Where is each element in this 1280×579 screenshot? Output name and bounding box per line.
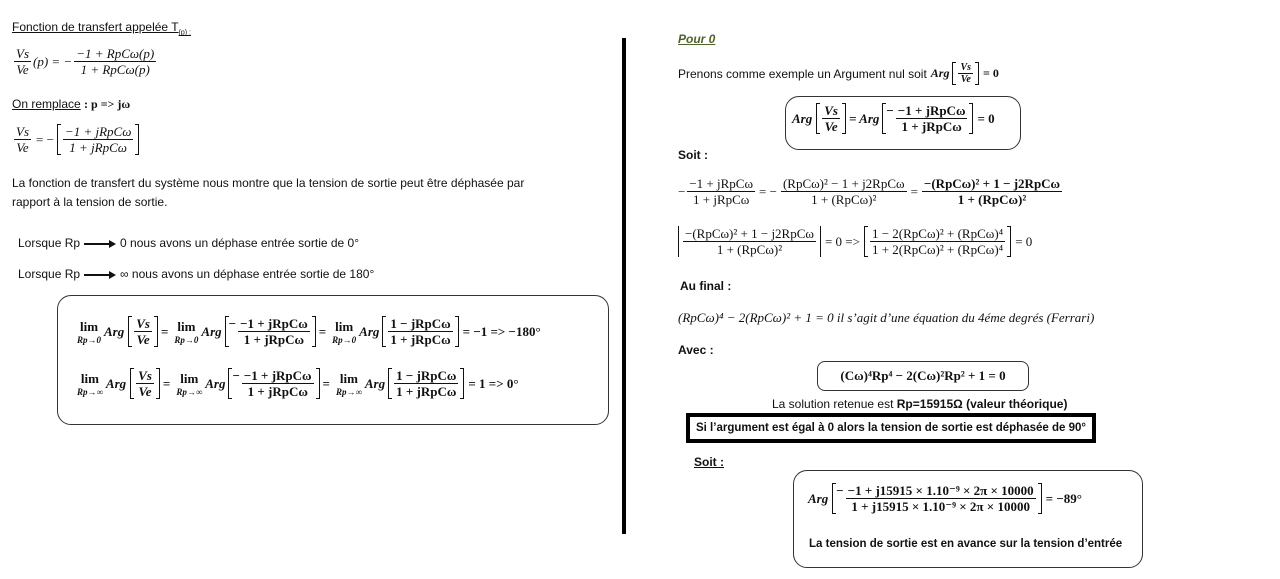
paragraph-line1: La fonction de transfert du système nous montre que la tension de sortie peut être déphasée par [12, 176, 525, 190]
final-label: Au final : [680, 279, 732, 293]
expansion-eq: − $\frac{\text{−1 + jRpCω}}{\text{1 + jRpCω}}$ = − $\frac{\text{(RpCω)² − 1 + j2RpCω}}{\text{1 + (RpCω)²}}$ = $\frac{\text{−(RpCω)² + 1 − j2RpCω}}{\text{1 + (RpCω)²}}$ [678, 176, 1061, 207]
left-title: Fonction de transfert appelée $T_{(p) :}$ [12, 20, 191, 37]
case-rp-zero: Lorsque Rp 0 nous avons un déphase entrée sortie de 0° [18, 236, 360, 250]
transfer-function-eq: $\frac{Vs}{Ve}$ (p) = − $\frac{\text{−1 + RpCω(p)}}{\text{1 + RpCω(p)}}$ [16, 46, 155, 77]
column-divider [622, 38, 626, 534]
argument-zero-box: Arg $\frac{Vs}{Ve}$ = Arg − $\frac{\text{−1 + jRpCω}}{\text{1 + jRpCω}}$ = 0 [785, 96, 1021, 150]
final-equation: (RpCω)⁴ − 2(RpCω)² + 1 = 0 il s’agit d’une équation du 4éme degrés (Ferrari) [678, 310, 1095, 325]
conclusion-text: La tension de sortie est en avance sur la tension d’entrée [809, 538, 1123, 550]
arrow-right-icon [84, 240, 116, 248]
paragraph-line2: rapport à la tension de sortie. [12, 195, 168, 209]
limit-rp-infinity: lim Rp→∞ Arg $\frac{Vs}{Ve}$ = lim Rp→∞ Arg − $\frac{\text{−1 + jRpCω}}{\text{1 + jRpCω}}$ = lim Rp→∞ Arg $\frac{\text{1 − jRpCω}}{\text{1 + jRpCω}}$ = 1 => 0° [77, 368, 519, 399]
case-rp-infinity: Lorsque Rp ∞ nous avons un déphase entrée sortie de 180° [18, 267, 375, 281]
numeric-application-box: Arg − $\frac{\text{−1 + j15915 × 1.10⁻⁹ × 2π × 10000}}{\text{1 + j15915 × 1.10⁻⁹ × 2π × 10000}}$ = −89° La tension de sortie est en avance sur la tension d’entrée [793, 470, 1143, 568]
avec-label: Avec : [678, 343, 714, 357]
section-heading: Pour 0 [678, 32, 716, 46]
replace-line: On remplace : p => jω [12, 97, 131, 111]
solution-line: La solution retenue est Rp=15915Ω (valeur théorique) [772, 397, 1068, 411]
limits-box [57, 295, 609, 425]
intro-line: Prenons comme exemple un Argument nul soit Arg $\frac{Vs}{Ve}$ = 0 [678, 62, 999, 85]
soit-label-1: Soit : [678, 148, 708, 162]
arrow-right-icon [84, 271, 116, 279]
modulus-eq: $\frac{\text{−(RpCω)² + 1 − j2RpCω}}{\text{1 + (RpCω)²}}$ = 0 => $\frac{\text{1 − 2(RpCω)² + (RpCω)⁴}}{\text{1 + 2(RpCω)² + (RpCω)⁴}}$ = 0 [678, 226, 1032, 257]
polynomial-box: (Cω)⁴Rp⁴ − 2(Cω)²Rp² + 1 = 0 [817, 361, 1029, 391]
conclusion-highlight-box: Si l’argument est égal à 0 alors la tension de sortie est déphasée de 90° [686, 413, 1096, 443]
limit-rp-zero: lim Rp→0 Arg $\frac{Vs}{Ve}$ = lim Rp→0 Arg − $\frac{\text{−1 + jRpCω}}{\text{1 + jRpCω}}$ = lim Rp→0 Arg $\frac{\text{1 − jRpCω}}{\text{1 + jRpCω}}$ = −1 => −180° [77, 316, 541, 347]
soit-label-2: Soit : [694, 455, 724, 469]
transfer-jw-eq: $\frac{Vs}{Ve}$ = − $\frac{\text{−1 + jRpCω}}{\text{1 + jRpCω}}$ [12, 124, 139, 155]
